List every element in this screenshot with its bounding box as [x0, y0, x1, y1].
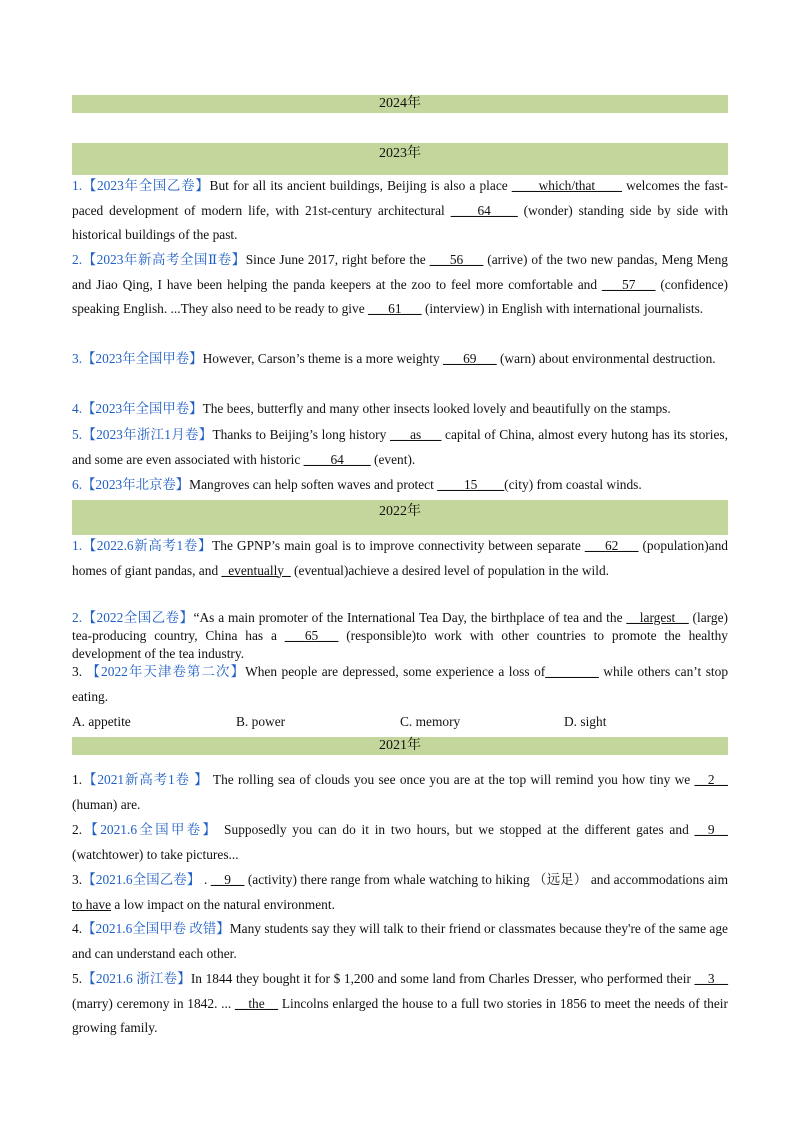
question-number: 5. [72, 971, 83, 986]
question-2022-2: 2.【2022全国乙卷】“As a main promoter of the International Tea Day, the birthplace of tea and the __largest__ (large) tea-producing country, China has a ___65___ (responsible)to work with other countries to promote the healthy development of the tea industry. [72, 610, 729, 661]
source-tag: 【2023年新高考全国Ⅱ卷】 [82, 252, 246, 267]
answer-blank: ____which/that____ [511, 178, 622, 193]
question-number: 1. [72, 178, 83, 193]
question-number: 1. [72, 538, 83, 553]
question-number: 5. [72, 427, 83, 442]
option-b: B. power [236, 714, 286, 729]
answer-blank: __9__ [210, 872, 245, 887]
question-number: 2. [72, 252, 83, 267]
question-2023-1: 1.【2023年全国乙卷】But for all its ancient buildings, Beijing is also a place ____which/that____ welcomes the fast-paced development of modern life, with 21st-century architectural ____64____ (wonder) standing side by side with historical buildings of the past. [72, 178, 729, 243]
source-tag: 【2023年全国甲卷】 [82, 351, 203, 366]
source-tag: 【2021.6 浙江卷】 [82, 971, 191, 986]
question-2021-3: 3.【2021.6全国乙卷】 . __9__ (activity) there range from whale watching to hiking （远足） and accommodations aim to have a low impact on the natural environment. [72, 872, 728, 912]
source-tag: 【2022.6新高考1卷】 [82, 538, 213, 553]
answer-blank: __largest__ [626, 610, 689, 625]
answer-blank: __3__ [694, 971, 729, 986]
source-tag: 【2021.6全国乙卷】 [82, 872, 201, 887]
source-tag: 【2023年全国甲卷】 [82, 401, 203, 416]
question-2023-5: 5.【2023年浙江1月卷】Thanks to Beijing’s long history ___as___ capital of China, almost every hutong has its stories, and some are even associated with historic ____64____ (event). [72, 427, 728, 467]
question-number: 2. [72, 610, 83, 625]
question-number: 1. [72, 772, 83, 787]
question-2021-4: 4.【2021.6全国甲卷 改错】Many students say they will talk to their friend or classmates because they're of the same age and can understand each other. [72, 921, 728, 961]
answer-blank: __9__ [694, 822, 728, 837]
answer-blank: ________ [545, 664, 599, 679]
answer-blank: __2__ [694, 772, 728, 787]
option-a: A. appetite [72, 714, 131, 729]
answer-blank: ____64____ [450, 202, 518, 218]
answer-blank: ___65___ [284, 628, 339, 643]
question-2021-1: 1.【2021新高考1卷 】 The rolling sea of clouds you see once you are at the top will remind you how tiny we __2__ (human) are. [72, 772, 728, 812]
question-number: 3. [72, 872, 83, 887]
question-number: 6. [72, 477, 83, 492]
question-number: 4. [72, 401, 83, 416]
source-tag: 【2022全国乙卷】 [82, 610, 194, 625]
question-2023-6: 6.【2023年北京卷】Mangroves can help soften waves and protect ____15____(city) from coastal winds. [72, 477, 642, 492]
question-2023-2: 2.【2023年新高考全国Ⅱ卷】Since June 2017, right before the ___56___ (arrive) of the two new pandas, Meng Meng and Jiao Qing, I have been helping the panda keepers at the zoo to feel more comfortable and ___57___ (confidence) speaking English. ...They also need to be ready to give ___61___ (interview) in English with international journalists. [72, 252, 728, 317]
source-tag: 【2021新高考1卷 】 [82, 772, 209, 787]
source-tag: 【2023年浙江1月卷】 [82, 427, 213, 442]
question-number: 3. [72, 664, 83, 679]
question-number: 2. [72, 822, 83, 837]
section-header-2023: 2023年 [72, 143, 728, 175]
question-2023-4: 4.【2023年全国甲卷】The bees, butterfly and many other insects looked lovely and beautifully on the stamps. [72, 401, 671, 416]
source-tag: 【2021.6全国甲卷】 [82, 822, 219, 837]
source-tag: 【2022年天津卷第二次】 [86, 664, 246, 679]
source-tag: 【2023年北京卷】 [82, 477, 190, 492]
source-tag: 【2021.6全国甲卷 改错】 [82, 921, 230, 936]
answer-blank: ___69___ [443, 351, 497, 366]
question-2023-3: 3.【2023年全国甲卷】However, Carson’s theme is a more weighty ___69___ (warn) about environmental destruction. [72, 351, 716, 366]
answer-blank: _eventually_ [221, 562, 291, 578]
answer-blank: ___61___ [368, 301, 422, 317]
question-number: 3. [72, 351, 83, 366]
question-2021-2: 2.【2021.6全国甲卷】 Supposedly you can do it in two hours, but we stopped at the different gates and __9__ (watchtower) to take pictures... [72, 822, 728, 862]
section-header-2022: 2022年 [72, 500, 728, 535]
question-number: 4. [72, 921, 83, 936]
section-header-2021: 2021年 [72, 737, 728, 755]
answer-blank: to have [72, 896, 112, 912]
answer-blank: ____64____ [303, 451, 371, 467]
answer-blank: __the__ [234, 995, 279, 1011]
answer-blank: ___62___ [584, 538, 639, 553]
answer-blank: ___57___ [601, 276, 656, 292]
source-tag: 【2023年全国乙卷】 [82, 178, 210, 193]
answer-blank: ____15____ [437, 477, 505, 492]
answer-blank: ___as___ [390, 427, 442, 442]
section-header-2024: 2024年 [72, 95, 728, 113]
question-2022-1: 1.【2022.6新高考1卷】The GPNP’s main goal is to improve connectivity between separate ___62___ (population)and homes of giant pandas, and _eventually_ (eventual)achieve a desired level of population in the wild. [72, 538, 728, 578]
option-d: D. sight [564, 714, 607, 729]
question-2021-5: 5.【2021.6 浙江卷】In 1844 they bought it for $ 1,200 and some land from Charles Dresser, who performed their __3__ (marry) ceremony in 1842. ... __the__ Lincolns enlarged the house to a full two stories in 1856 to meet the needs of their growing family. [72, 971, 729, 1036]
question-2022-3: 3. 【2022年天津卷第二次】When people are depressed, some experience a loss of________ while others can’t stop eating. [72, 664, 729, 704]
option-c: C. memory [400, 714, 461, 729]
answer-blank: ___56___ [429, 252, 484, 267]
